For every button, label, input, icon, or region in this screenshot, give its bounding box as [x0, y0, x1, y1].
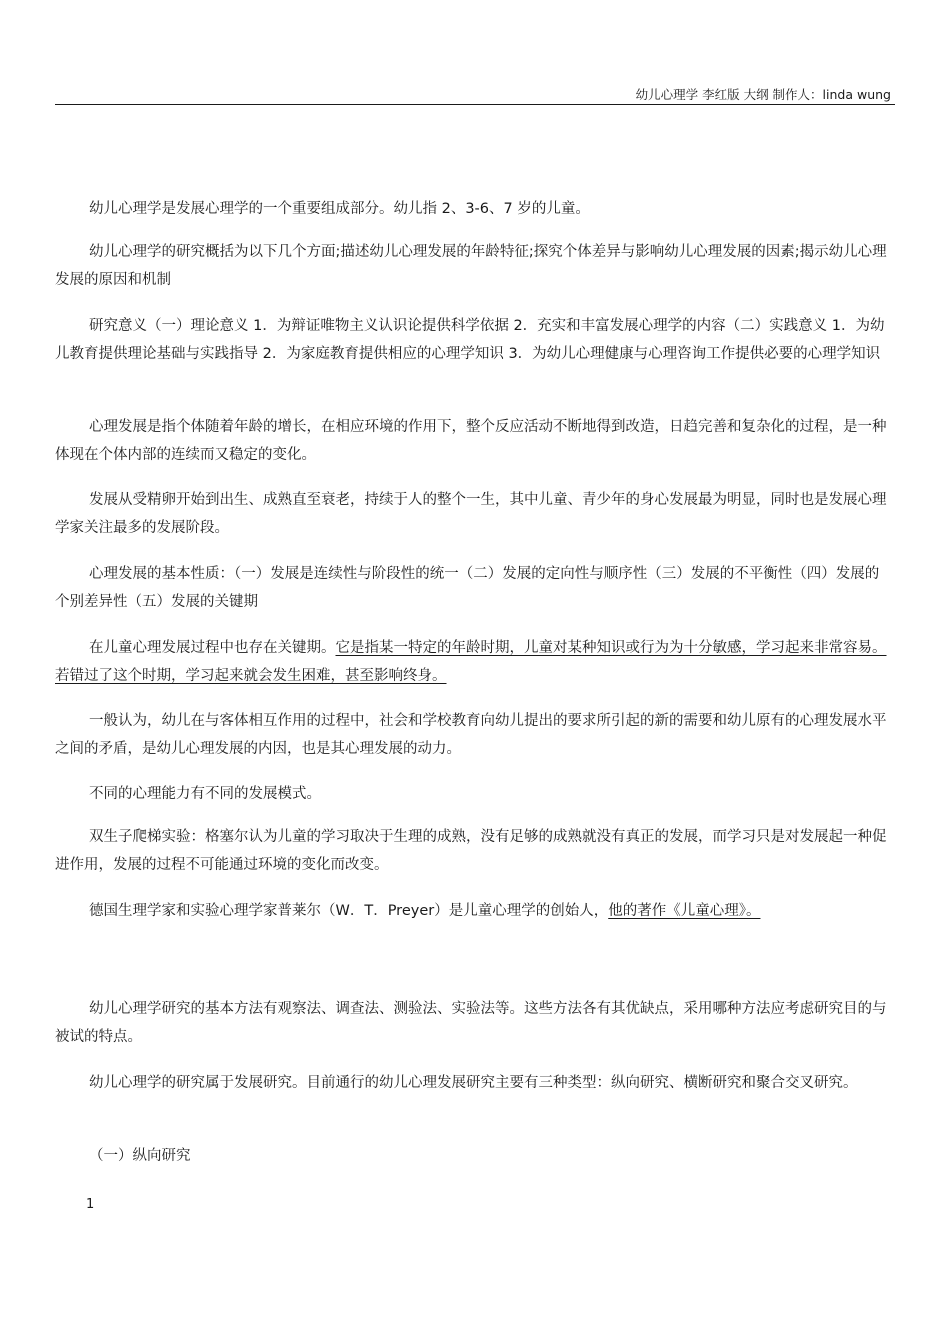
paragraph-2: 幼儿心理学的研究概括为以下几个方面;描述幼儿心理发展的年龄特征;探究个体差异与影响幼儿心理发展的因素;揭示幼儿心理发展的原因和机制: [55, 244, 887, 288]
header-text: 幼儿心理学 李红版 大纲 制作人：linda wung: [635, 87, 891, 102]
page-number: 1: [86, 1197, 95, 1212]
page-header: [55, 86, 895, 105]
paragraph-7-lead: 在儿童心理发展过程中也存在关键期。: [89, 640, 336, 656]
paragraph-11-underlined: 他的著作《儿童心理》。: [608, 903, 761, 919]
paragraph-7-underlined: 它是指某一特定的年龄时期，儿童对某种知识或行为为十分敏感，学习起来非常容易。若错过了这个时期，学习起来就会发生困难，甚至影响终身。: [55, 640, 887, 684]
paragraph-5: 发展从受精卵开始到出生、成熟直至衰老，持续于人的整个一生，其中儿童、青少年的身心发展最为明显，同时也是发展心理学家关注最多的发展阶段。: [55, 492, 887, 536]
section-heading-longitudinal: （一）纵向研究: [89, 1148, 191, 1164]
paragraph-3: 研究意义（一）理论意义 1．为辩证唯物主义认识论提供科学依据 2．充实和丰富发展心理学的内容（二）实践意义 1．为幼儿教育提供理论基础与实践指导 2．为家庭教育提供相应的心理学知识 3．为幼儿心理健康与心理咨询工作提供必要的心理学知识: [55, 318, 885, 362]
paragraph-9: 不同的心理能力有不同的发展模式。: [89, 786, 321, 802]
paragraph-11-lead: 德国生理学家和实验心理学家普莱尔（W．T．Preyer）是儿童心理学的创始人，: [89, 903, 609, 919]
paragraph-1: 幼儿心理学是发展心理学的一个重要组成部分。幼儿指 2、3-6、7 岁的儿童。: [89, 201, 590, 217]
paragraph-10: 双生子爬梯实验：格塞尔认为儿童的学习取决于生理的成熟，没有足够的成熟就没有真正的发展，而学习只是对发展起一种促进作用，发展的过程不可能通过环境的变化而改变。: [55, 829, 887, 873]
paragraph-12: 幼儿心理学研究的基本方法有观察法、调查法、测验法、实验法等。这些方法各有其优缺点，采用哪种方法应考虑研究目的与被试的特点。: [55, 1001, 887, 1045]
paragraph-8: 一般认为，幼儿在与客体相互作用的过程中，社会和学校教育向幼儿提出的要求所引起的新的需要和幼儿原有的心理发展水平之间的矛盾，是幼儿心理发展的内因，也是其心理发展的动力。: [55, 713, 887, 757]
paragraph-4: 心理发展是指个体随着年龄的增长，在相应环境的作用下，整个反应活动不断地得到改造，日趋完善和复杂化的过程，是一种体现在个体内部的连续而又稳定的变化。: [55, 419, 887, 463]
paragraph-6: 心理发展的基本性质：（一）发展是连续性与阶段性的统一（二）发展的定向性与顺序性（三）发展的不平衡性（四）发展的个别差异性（五）发展的关键期: [55, 566, 880, 610]
paragraph-7: [55, 634, 888, 690]
paragraph-13: 幼儿心理学的研究属于发展研究。目前通行的幼儿心理发展研究主要有三种类型：纵向研究、横断研究和聚合交叉研究。: [89, 1075, 858, 1091]
paragraph-11: [55, 897, 888, 925]
